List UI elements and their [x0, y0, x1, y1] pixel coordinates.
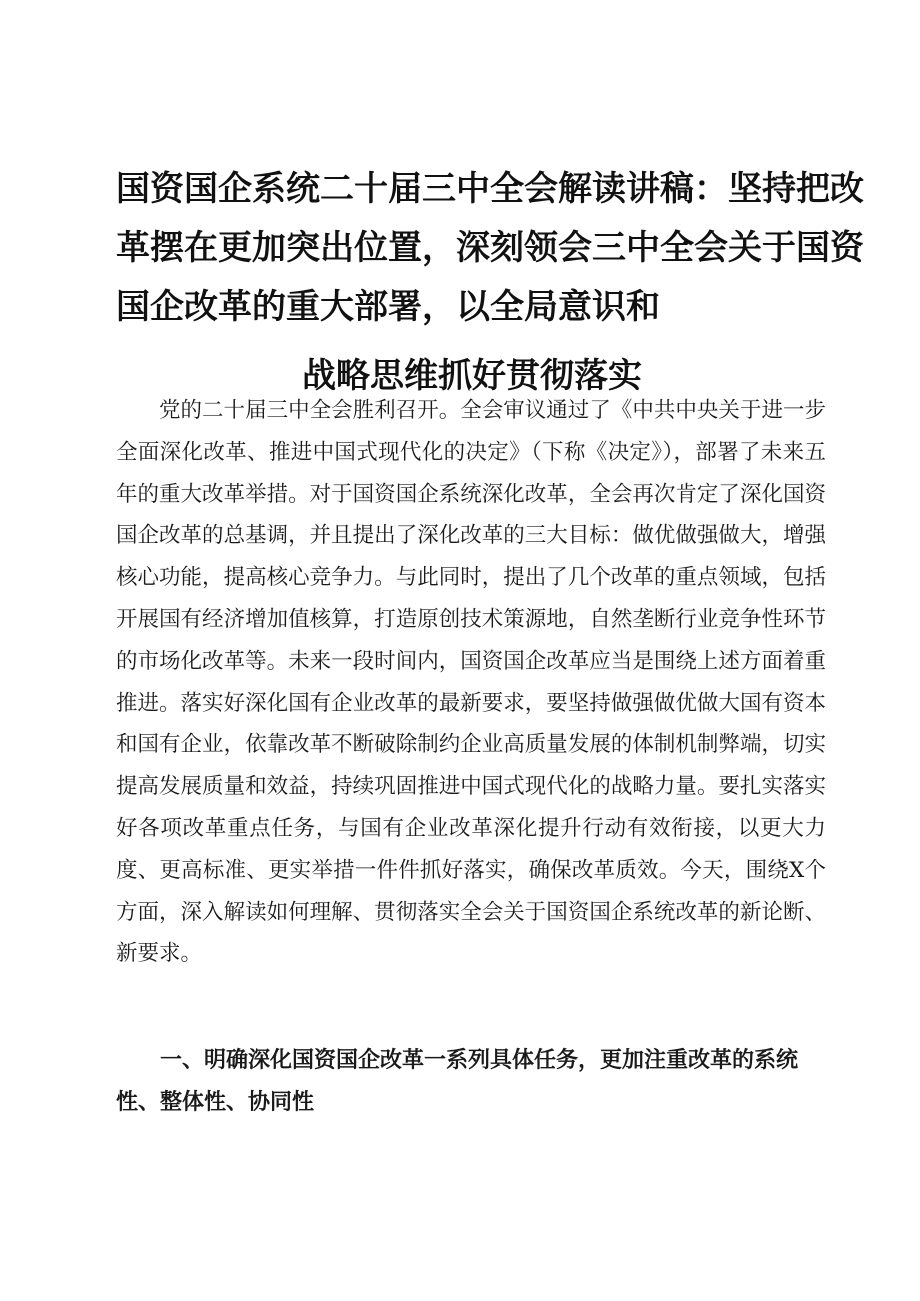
intro-paragraph: 党的二十届三中全会胜利召开。全会审议通过了《中共中央关于进一步全面深化改革、推进中国式现代化的决定》（下称《决定》），部署了未来五年的重大改革举措。对于国资国企系统深化改革，全会再次肯定了深化国资国企改革的总基调，并且提出了深化改革的三大目标：做优做强做大，增强核心功能，提高核心竞争力。与此同时，提出了几个改革的重点领域，包括开展国有经济增加值核算，打造原创技术策源地，自然垄断行业竞争性环节的市场化改革等。未来一段时间内，国资国企改革应当是围绕上述方面着重推进。落实好深化国有企业改革的最新要求，要坚持做强做优做大国有资本和国有企业，依靠改革不断破除制约企业高质量发展的体制机制弊端，切实提高发展质量和效益，持续巩固推进中国式现代化的战略力量。要扎实落实好各项改革重点任务，与国有企业改革深化提升行动有效衔接，以更大力度、更高标准、更实举措一件件抓好落实，确保改革质效。今天，围绕X个方面，深入解读如何理解、贯彻落实全会关于国资国企系统改革的新论断、新要求。 [116, 398, 826, 967]
document-title [116, 160, 864, 406]
title-line-3: 国企改革的重大部署，以全局意识和 [116, 287, 660, 327]
title-line-2: 革摆在更加突出位置，深刻领会三中全会关于国资 [116, 228, 864, 268]
section-heading-1: 一、明确深化国资国企改革一系列具体任务，更加注重改革的系统性、整体性、协同性 [116, 1048, 799, 1115]
title-line-1: 国资国企系统二十届三中全会解读讲稿：坚持把改 [116, 169, 864, 209]
title-line-4: 战略思维抓好贯彻落实 [302, 356, 642, 396]
